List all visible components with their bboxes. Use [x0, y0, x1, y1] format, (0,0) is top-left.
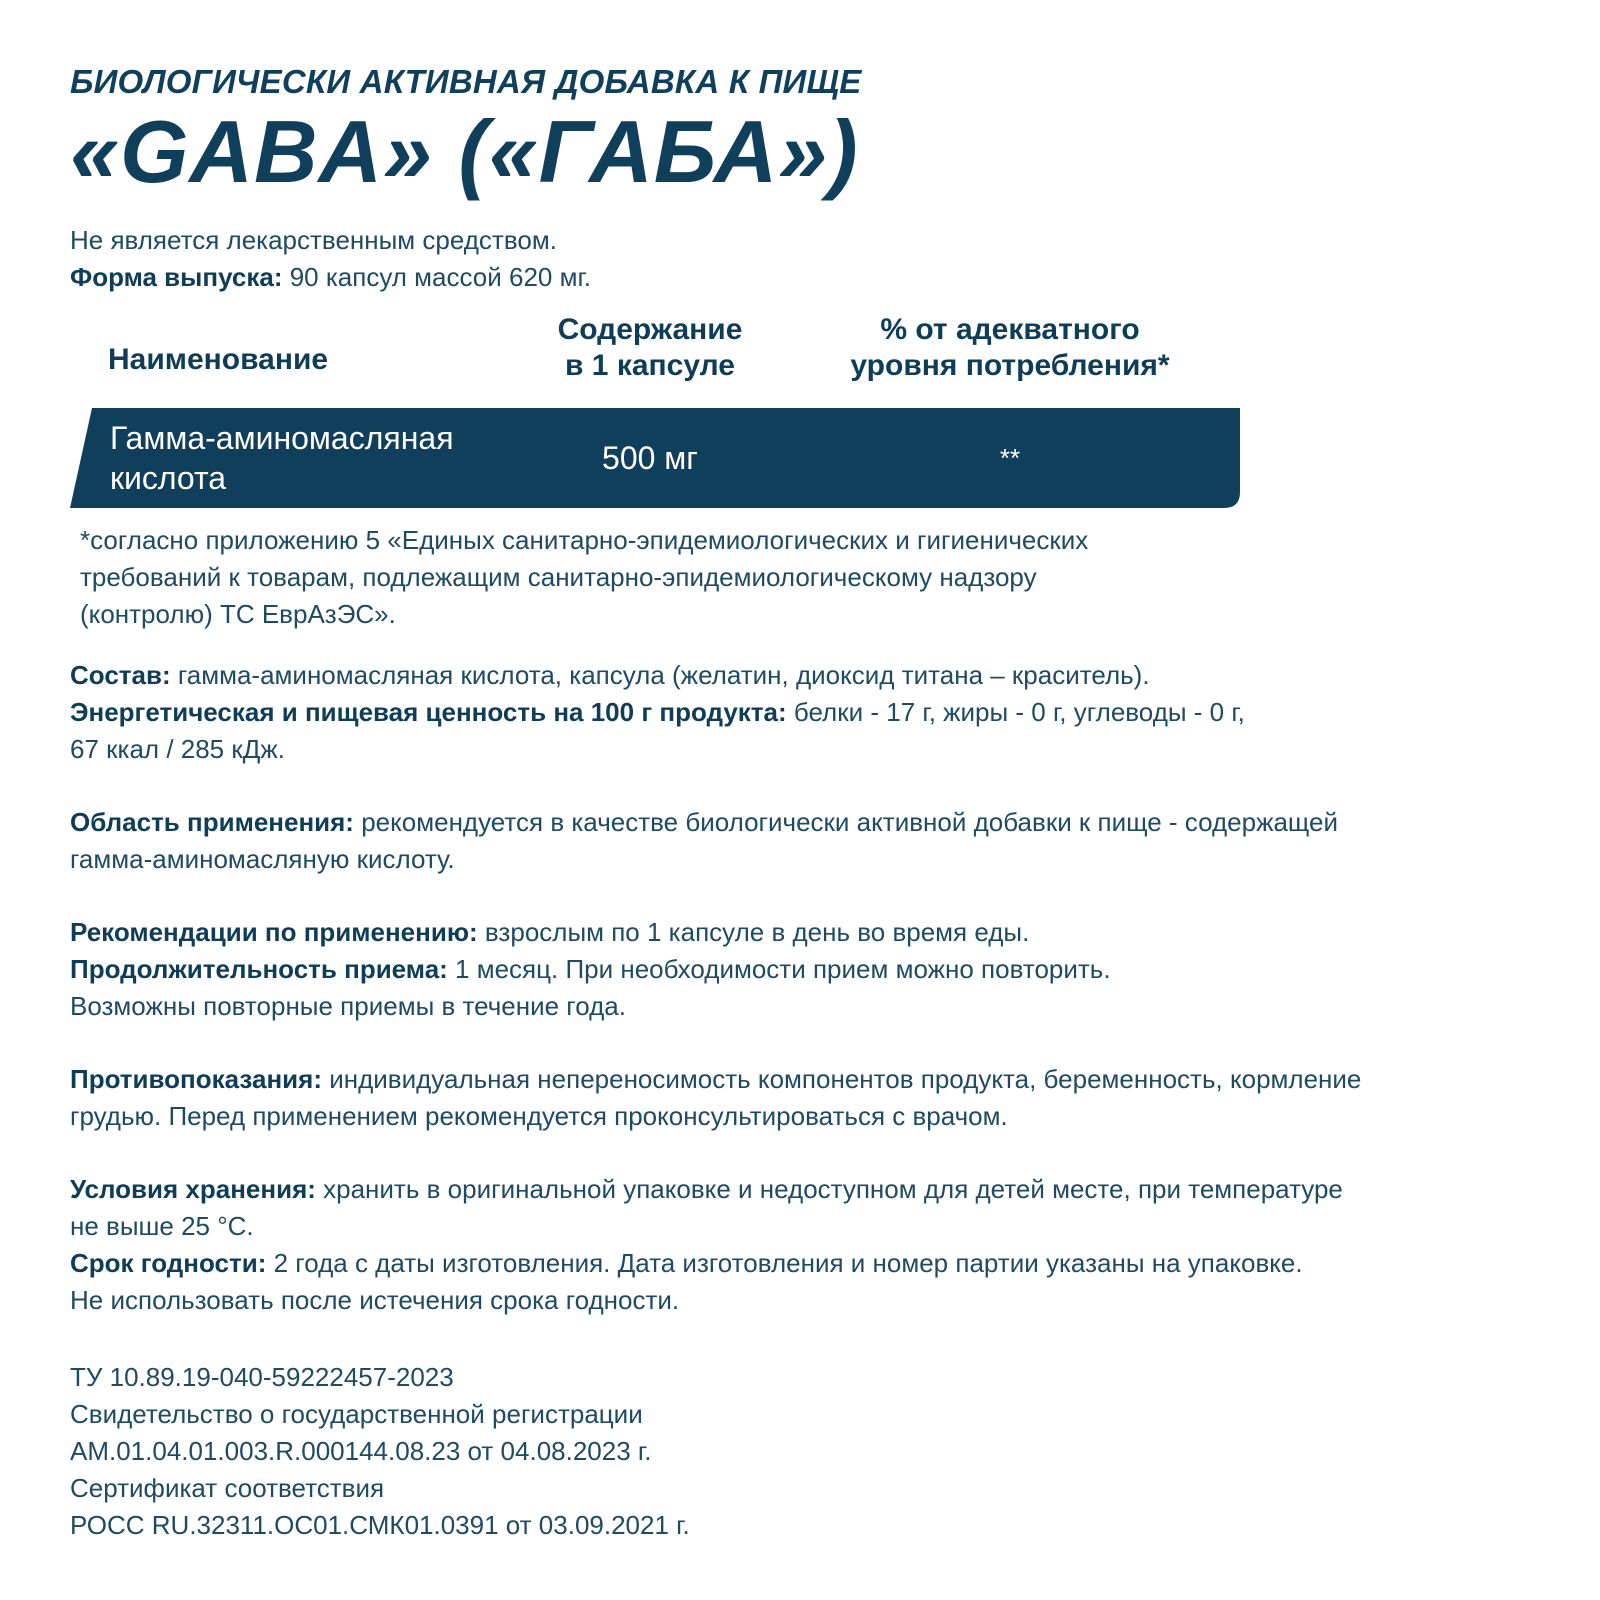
energy-value-line2: 67 ккал / 285 кДж.: [70, 734, 285, 764]
conformity-certificate-number: РОСС RU.32311.ОС01.СМК01.0391 от 03.09.2021 г.: [70, 1510, 690, 1540]
shelf-life-label: Срок годности:: [70, 1248, 267, 1278]
release-form-label: Форма выпуска:: [70, 262, 283, 292]
footnote-line1: *согласно приложению 5 «Единых санитарно-эпидемиологических и гигиенических: [80, 525, 1089, 555]
storage: [70, 1171, 1550, 1208]
row-ingredient-name: [110, 418, 530, 498]
usage-block: [70, 914, 1550, 1025]
composition-value: гамма-аминомасляная кислота, капсула (желатин, диоксид титана – краситель).: [170, 660, 1150, 690]
storage-block: [70, 1171, 1550, 1319]
row-percent-value: **: [999, 443, 1021, 473]
contraindications-block: [70, 1061, 1550, 1135]
header-percent: [830, 312, 1190, 384]
storage-line2: не выше 25 °С.: [70, 1211, 254, 1241]
release-form-value: 90 капсул массой 620 мг.: [282, 262, 592, 292]
header-name: Наименование: [108, 343, 329, 376]
row-content-value: 500 мг: [602, 440, 698, 476]
table-row: [70, 408, 1240, 508]
registration-certificate-number: AM.01.04.01.003.R.000144.08.23 от 04.08.2023 г.: [70, 1436, 652, 1466]
contraindications-value: индивидуальная непереносимость компонентов продукта, беременность, кормление: [321, 1064, 1362, 1094]
footnote: [70, 522, 1260, 633]
document-page: [70, 60, 1550, 1544]
shelf-life: [70, 1245, 1550, 1282]
registration-certificate-title: Свидетельство о государственной регистрации: [70, 1399, 643, 1429]
contraindications: [70, 1061, 1550, 1098]
composition-label: Состав:: [70, 660, 171, 690]
usage: [70, 914, 1550, 951]
contraindications-line2: грудью. Перед применением рекомендуется проконсультироваться с врачом.: [70, 1101, 1008, 1131]
duration-label: Продолжительность приема:: [70, 954, 448, 984]
header-content-line1: Содержание: [557, 313, 743, 346]
shelf-life-line2: Не использовать после истечения срока годности.: [70, 1285, 680, 1315]
storage-value: хранить в оригинальной упаковке и недоступном для детей месте, при температуре: [315, 1174, 1343, 1204]
storage-label: Условия хранения:: [70, 1174, 316, 1204]
energy-value: [70, 694, 1550, 731]
application: [70, 804, 1550, 841]
product-title: «GABA» («ГАБА»): [70, 102, 859, 201]
row-ingredient-line2: кислота: [110, 460, 227, 496]
not-medicine-text: Не является лекарственным средством.: [70, 225, 557, 255]
footnote-line3: (контролю) ТС ЕврАзЭС».: [80, 599, 396, 629]
header-percent-line1: % от адекватного: [880, 313, 1140, 346]
composition-block: [70, 657, 1550, 768]
header-content: [540, 312, 760, 384]
usage-value: взрослым по 1 капсуле в день во время еды.: [477, 917, 1030, 947]
footnote-line2: требований к товарам, подлежащим санитарно-эпидемиологическому надзору: [80, 562, 1037, 592]
repeat-text: Возможны повторные приемы в течение года.: [70, 991, 626, 1021]
header-percent-line2: уровня потребления*: [850, 349, 1170, 382]
contraindications-label: Противопоказания:: [70, 1064, 322, 1094]
energy-label: Энергетическая и пищевая ценность на 100 г продукта:: [70, 697, 787, 727]
composition: [70, 657, 1550, 694]
shelf-life-value: 2 года с даты изготовления. Дата изготовления и номер партии указаны на упаковке.: [266, 1248, 1303, 1278]
application-line2: гамма-аминомасляную кислоту.: [70, 844, 455, 874]
application-label: Область применения:: [70, 807, 354, 837]
release-form: [70, 259, 1550, 296]
product-category: БИОЛОГИЧЕСКИ АКТИВНАЯ ДОБАВКА К ПИЩЕ: [70, 63, 862, 100]
registration-block: [70, 1359, 1550, 1544]
duration: [70, 951, 1550, 988]
header-content-line2: в 1 капсуле: [565, 349, 735, 382]
tu-number: ТУ 10.89.19-040-59222457-2023: [70, 1362, 454, 1392]
intro-block: [70, 222, 1550, 296]
energy-value-text: белки - 17 г, жиры - 0 г, углеводы - 0 г,: [786, 697, 1245, 727]
conformity-certificate-title: Сертификат соответствия: [70, 1473, 385, 1503]
usage-label: Рекомендации по применению:: [70, 917, 478, 947]
application-value: рекомендуется в качестве биологически активной добавки к пище - содержащей: [353, 807, 1339, 837]
duration-value: 1 месяц. При необходимости прием можно повторить.: [447, 954, 1111, 984]
row-ingredient-line1: Гамма-аминомасляная: [110, 420, 454, 456]
composition-table-header: [70, 312, 1240, 408]
application-block: [70, 804, 1550, 878]
